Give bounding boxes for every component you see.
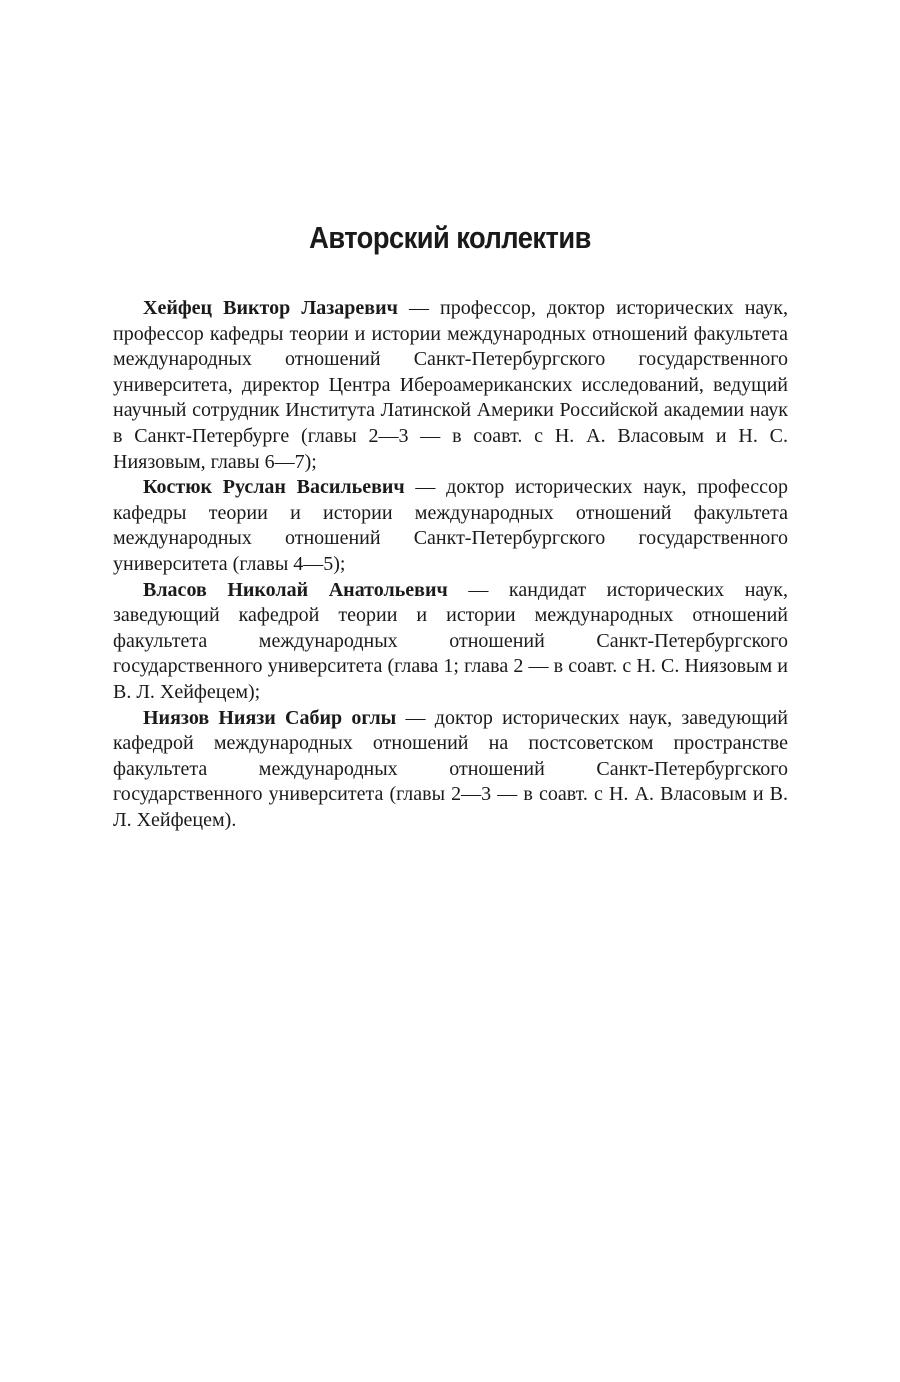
author-name: Ниязов Ниязи Сабир оглы bbox=[143, 706, 397, 729]
authors-list bbox=[113, 296, 788, 833]
author-entry bbox=[113, 706, 788, 834]
author-name: Хейфец Виктор Лазаревич bbox=[143, 297, 398, 319]
author-description: — доктор исторических наук, профессор кафедры теории и истории международных отношений факультета международных отношений Санкт-Петербургского государственного университета (главы 4—5); bbox=[113, 476, 788, 575]
author-entry bbox=[113, 578, 788, 706]
author-entry bbox=[113, 296, 788, 475]
page-title: Авторский коллектив bbox=[309, 220, 591, 255]
author-description: — кандидат исторических наук, заведующий кафедрой теории и истории международных отношений факультета международных отношений Санкт-Петербургского государственного университета (глава 1; глава 2 — в соавт. с Н. С. Ниязовым и В. Л. Хейфецем); bbox=[113, 578, 788, 703]
author-description: — доктор исторических наук, заведующий кафедрой международных отношений на постсоветском пространстве факультета международных отношений Санкт-Петербургского государственного университета (главы 2—3 — в соавт. с Н. А. Власовым и В. Л. Хейфецем). bbox=[113, 706, 788, 831]
author-description: — профессор, доктор исторических наук, профессор кафедры теории и истории международных отношений факультета международных отношений Санкт-Петербургского государственного университета, директор Центра Ибероамериканских исследований, ведущий научный сотрудник Института Латинской Америки Российской академии наук в Санкт-Петербурге (главы 2—3 — в соавт. с Н. А. Власовым и Н. С. Ниязовым, главы 6—7); bbox=[113, 297, 788, 473]
author-name: Власов Николай Анатольевич bbox=[143, 578, 448, 601]
author-entry bbox=[113, 475, 788, 577]
author-name: Костюк Руслан Васильевич bbox=[143, 476, 405, 499]
